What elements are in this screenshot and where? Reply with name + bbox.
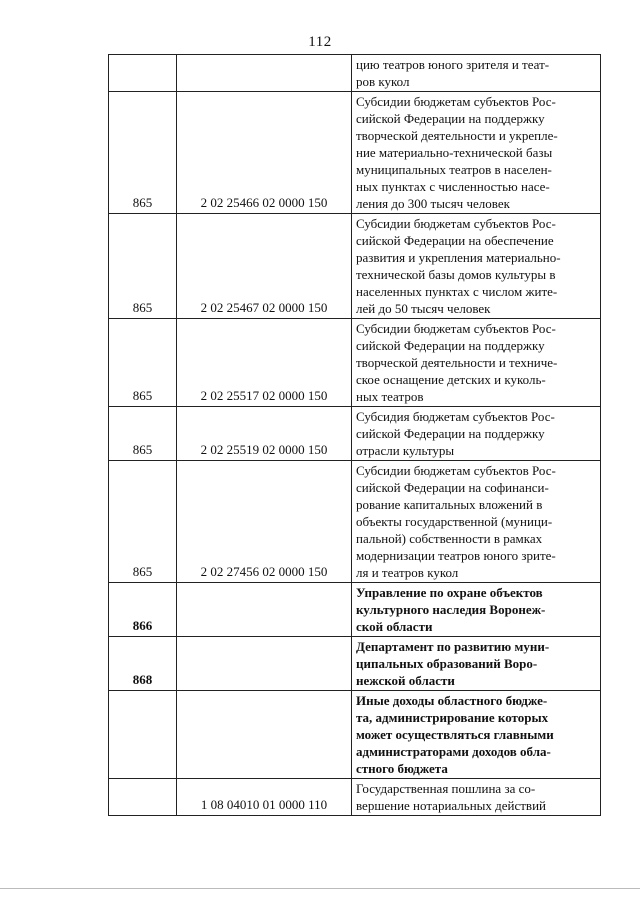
admin-code-cell: 868 [109,637,177,691]
income-code-cell [177,691,352,779]
admin-code-cell: 866 [109,583,177,637]
income-name-text: Государственная пошлина за со- вершение нотариальных действий [356,781,546,813]
income-code-cell: 1 08 04010 01 0000 110 [177,779,352,816]
income-name-cell [352,637,601,691]
admin-code-cell: 865 [109,319,177,407]
table-row [109,407,601,461]
admin-code-cell: 865 [109,214,177,319]
income-code-cell: 2 02 25466 02 0000 150 [177,92,352,214]
table-row [109,214,601,319]
admin-code-cell: 865 [109,92,177,214]
table-row [109,55,601,92]
income-name-text: Субсидии бюджетам субъектов Рос- сийской Федерации на софинанси- рование капитальных вложений в объекты государственной (муници- пальной) собственности в рамках модернизации театров юного зрите- ля и театров кукол [356,463,556,580]
income-name-cell [352,92,601,214]
page-number: 112 [308,34,332,50]
income-name-text: Департамент по развитию муни- ципальных образований Воро- нежской области [356,639,550,688]
income-name-cell [352,691,601,779]
admin-code-cell: 865 [109,407,177,461]
admin-code-cell [109,691,177,779]
income-name-cell [352,779,601,816]
income-name-cell [352,583,601,637]
income-name-cell [352,461,601,583]
table-row [109,583,601,637]
table-row [109,691,601,779]
income-name-cell [352,55,601,92]
table-row [109,92,601,214]
income-code-cell: 2 02 25519 02 0000 150 [177,407,352,461]
income-name-cell [352,214,601,319]
income-name-text: Субсидии бюджетам субъектов Рос- сийской Федерации на поддержку творческой деятельности и укрепле- ние материально-технической базы муниципальных театров в населен- ных пунктах с численностью насе- ления до 300 тысяч человек [356,94,558,211]
income-code-cell: 2 02 25517 02 0000 150 [177,319,352,407]
income-name-cell [352,407,601,461]
admin-code-cell [109,779,177,816]
income-name-text: Субсидии бюджетам субъектов Рос- сийской Федерации на поддержку творческой деятельности и техниче- ское оснащение детских и куколь- ных театров [356,321,558,404]
income-name-text: Управление по охране объектов культурного наследия Воронеж- ской области [356,585,546,634]
page-bottom-rule [0,888,640,889]
income-code-cell [177,55,352,92]
admin-code-cell [109,55,177,92]
income-name-cell [352,319,601,407]
table-row [109,319,601,407]
income-name-text: Субсидии бюджетам субъектов Рос- сийской Федерации на обеспечение развития и укрепления материально- технической базы домов культуры в населенных пунктах с числом жите- лей до 50 тысяч человек [356,216,561,316]
income-code-cell: 2 02 27456 02 0000 150 [177,461,352,583]
income-code-cell [177,637,352,691]
table-row [109,637,601,691]
admin-code-cell: 865 [109,461,177,583]
income-code-cell [177,583,352,637]
budget-classification-table [108,54,601,816]
income-name-text: Иные доходы областного бюдже- та, администрирование которых может осуществляться главными администраторами доходов обла- стного бюджета [356,693,554,776]
table-row [109,461,601,583]
table-row [109,779,601,816]
income-name-text: Субсидия бюджетам субъектов Рос- сийской Федерации на поддержку отрасли культуры [356,409,555,458]
income-code-cell: 2 02 25467 02 0000 150 [177,214,352,319]
income-name-text: цию театров юного зрителя и теат- ров кукол [356,57,550,89]
